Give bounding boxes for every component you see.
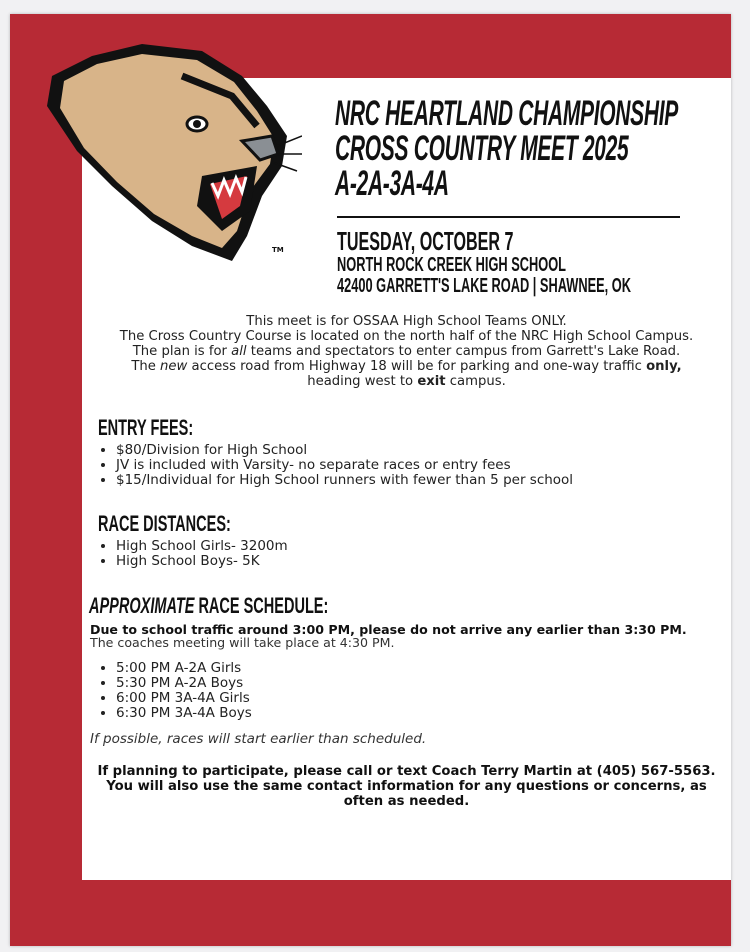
coaches-meeting: The coaches meeting will take place at 4:30 PM. [90,635,395,650]
text-strong: exit [417,374,446,389]
contact-line: often as needed. [343,794,470,809]
text-strong: only, [646,359,682,374]
intro-line [82,359,731,374]
title-line: A-2A-3A-4A [335,164,449,203]
text: heading west to [307,374,418,389]
text: access road from Highway 18 will be for parking and one-way traffic [187,359,647,374]
event-title [335,96,750,201]
intro-line [82,374,731,389]
schedule-note: If possible, races will start earlier than scheduled. [90,731,427,747]
list-item: • High School Boys- 5K [116,554,288,569]
list-item: • High School Girls- 3200m [116,539,288,554]
intro-line [82,344,731,359]
intro-line: This meet is for OSSAA High School Teams ONLY. [246,314,567,329]
text: campus. [445,374,506,389]
cougar-mascot-logo [32,36,302,266]
schedule-item: • 5:00 PM A-2A Girls [116,661,252,676]
list-item: • $15/Individual for High School runners with fewer than 5 per school [116,473,573,488]
text: The plan is for [132,344,232,359]
arrival-warning: Due to school traffic around 3:00 PM, please do not arrive any earlier than 3:30 PM. [90,622,687,637]
trademark-mark: TM [272,246,284,254]
text: The [131,359,161,374]
contact-info [82,764,731,809]
schedule-item: • 6:30 PM 3A-4A Boys [116,706,252,721]
contact-line: You will also use the same contact information for any questions or concerns, as [106,779,707,794]
text-emphasis: all [231,344,247,359]
intro-line: The Cross Country Course is located on the north half of the NRC High School Campus. [119,329,694,344]
text-emphasis: new [160,359,188,374]
race-distances-list [100,539,288,569]
contact-line: If planning to participate, please call or text Coach Terry Martin at (405) 567-5563. [97,764,716,779]
title-line: CROSS COUNTRY MEET 2025 [335,129,629,168]
entry-fees-list [100,443,573,488]
schedule-heading [89,593,328,619]
text: teams and spectators to enter campus from Garrett's Lake Road. [246,344,681,359]
schedule-item: • 5:30 PM A-2A Boys [116,676,252,691]
heading-emphasis: APPROXIMATE [89,593,195,618]
divider [337,216,680,218]
venue-name: NORTH ROCK CREEK HIGH SCHOOL [337,254,566,276]
entry-fees-heading: ENTRY FEES: [98,415,194,440]
title-line: NRC HEARTLAND CHAMPIONSHIP [335,94,678,133]
venue-address: 42400 GARRETT'S LAKE ROAD | SHAWNEE, OK [337,275,631,297]
list-item: • $80/Division for High School [116,443,573,458]
intro-text [82,314,731,389]
schedule-list [100,661,252,721]
race-distances-heading: RACE DISTANCES: [98,511,231,536]
heading-text: RACE SCHEDULE: [194,593,329,618]
venue-block [337,255,631,297]
list-item: • JV is included with Varsity- no separate races or entry fees [116,458,573,473]
event-date: TUESDAY, OCTOBER 7 [337,226,514,256]
schedule-item: • 6:00 PM 3A-4A Girls [116,691,252,706]
